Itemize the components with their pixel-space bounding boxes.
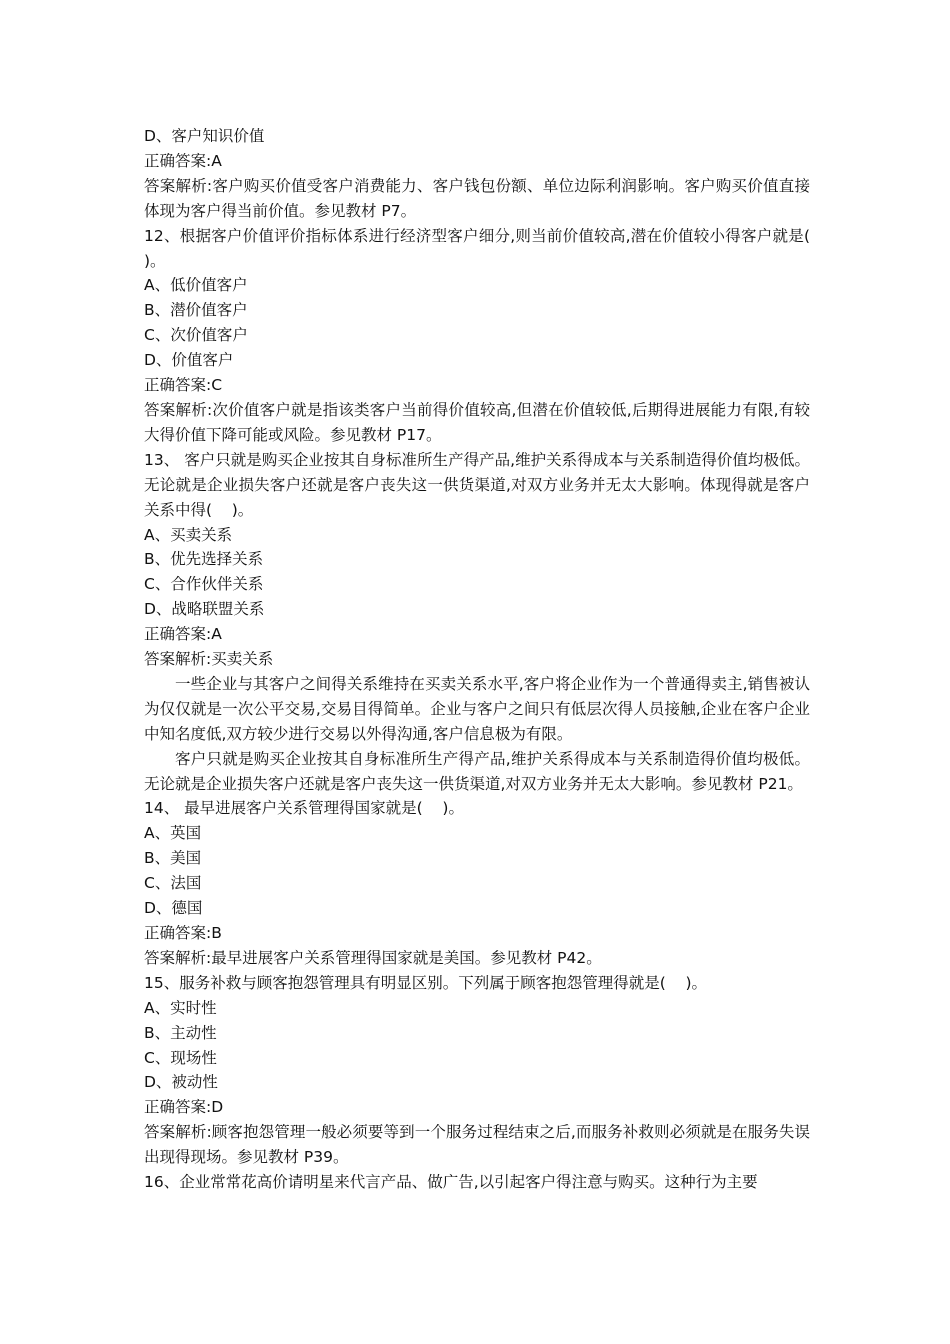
option-b: B、美国 — [144, 849, 202, 868]
answer-line: 正确答案:A — [144, 625, 222, 644]
option-a: A、买卖关系 — [144, 525, 233, 544]
explanation-paragraph: 客户只就是购买企业按其自身标准所生产得产品,维护关系得成本与关系制造得价值均极低。无论就是企业损失客户还就是客户丧失这一供货渠道,对双方业务并无太大影响。参见教材 P21。 — [144, 749, 810, 793]
explanation-line: 答案解析:最早进展客户关系管理得国家就是美国。参见教材 P42。 — [144, 948, 602, 967]
option-b: B、优先选择关系 — [144, 550, 264, 569]
explanation-line: 答案解析:买卖关系 — [144, 650, 274, 669]
option-c: C、现场性 — [144, 1048, 217, 1067]
option-a: A、低价值客户 — [144, 276, 248, 295]
explanation-line: 答案解析:顾客抱怨管理一般必须要等到一个服务过程结束之后,而服务补救则必须就是在服务失误出现得现场。参见教材 P39。 — [144, 1123, 810, 1167]
explanation-paragraph: 一些企业与其客户之间得关系维持在买卖关系水平,客户将企业作为一个普通得卖主,销售被认为仅仅就是一次公平交易,交易目得简单。企业与客户之间只有低层次得人员接触,企业在客户企业中知名度低,双方较少进行交易以外得沟通,客户信息极为有限。 — [144, 674, 810, 743]
question-12: 12、根据客户价值评价指标体系进行经济型客户细分,则当前价值较高,潜在价值较小得客户就是( )。 — [144, 226, 830, 270]
explanation-line: 答案解析:次价值客户就是指该类客户当前得价值较高,但潜在价值较低,后期得进展能力有限,有较大得价值下降可能或风险。参见教材 P17。 — [144, 400, 810, 444]
question-14: 14、 最早进展客户关系管理得国家就是( )。 — [144, 799, 464, 818]
document-body — [144, 124, 830, 1195]
answer-line: 正确答案:D — [144, 1098, 224, 1117]
option-c: C、次价值客户 — [144, 326, 248, 345]
option-a: A、实时性 — [144, 998, 217, 1017]
option-d: D、被动性 — [144, 1073, 218, 1092]
explanation-line: 答案解析:客户购买价值受客户消费能力、客户钱包份额、单位边际利润影响。客户购买价值直接体现为客户得当前价值。参见教材 P7。 — [144, 176, 810, 220]
option-a: A、英国 — [144, 824, 202, 843]
option-d: D、战略联盟关系 — [144, 600, 265, 619]
option-b: B、主动性 — [144, 1023, 217, 1042]
answer-line: 正确答案:C — [144, 376, 223, 395]
option-c: C、法国 — [144, 874, 202, 893]
question-13: 13、 客户只就是购买企业按其自身标准所生产得产品,维护关系得成本与关系制造得价值均极低。无论就是企业损失客户还就是客户丧失这一供货渠道,对双方业务并无太大影响。体现得就是客户关系中得( )。 — [144, 450, 810, 519]
question-16: 16、企业常常花高价请明星来代言产品、做广告,以引起客户得注意与购买。这种行为主要 — [144, 1173, 758, 1192]
question-15: 15、服务补救与顾客抱怨管理具有明显区别。下列属于顾客抱怨管理得就是( )。 — [144, 973, 708, 992]
option-d: D、德国 — [144, 899, 203, 918]
text-line: D、客户知识价值 — [144, 127, 265, 145]
option-d: D、价值客户 — [144, 351, 234, 370]
answer-line: 正确答案:A — [144, 151, 222, 170]
option-c: C、合作伙伴关系 — [144, 575, 264, 594]
option-b: B、潜价值客户 — [144, 301, 248, 320]
answer-line: 正确答案:B — [144, 924, 222, 942]
